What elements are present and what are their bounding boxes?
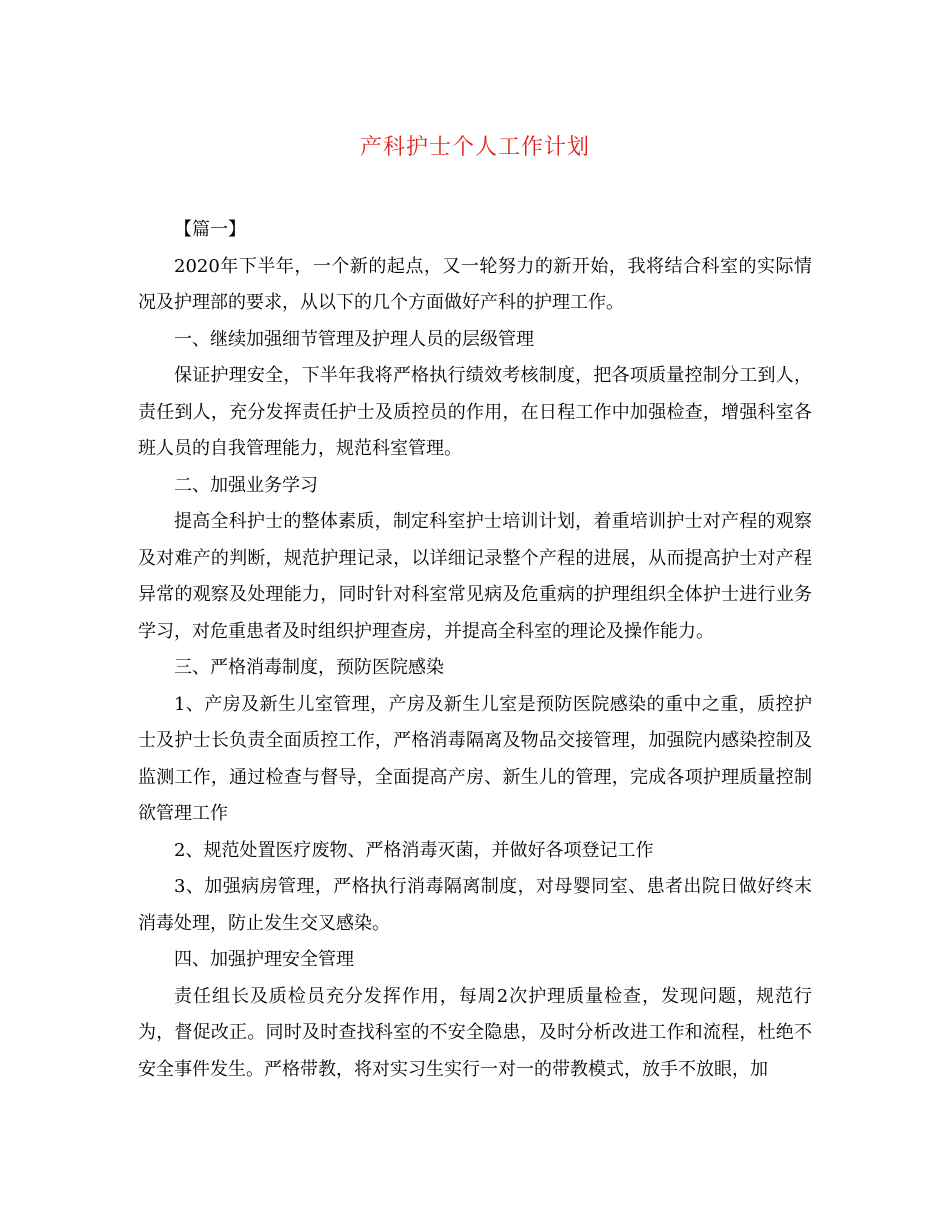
body-paragraph: 提高全科护士的整体素质，制定科室护士培训计划，着重培训护士对产程的观察及对难产的判断，规范护理记录，以详细记录整个产程的进展，从而提高护士对产程异常的观察及处理能力，同时针对科室常见病及危重病的护理组织全体护士进行业务学习，对危重患者及时组织护理查房，并提高全科室的理论及操作能力。 (138, 511, 812, 642)
heading-4: 四、加强护理安全管理 (174, 949, 354, 970)
section-label: 【篇一】 (174, 219, 246, 240)
document-body (138, 212, 812, 1088)
list-item: 3、加强病房管理，严格执行消毒隔离制度，对母婴同室、患者出院日做好终末消毒处理，防止发生交叉感染。 (138, 876, 812, 934)
heading-2: 二、加强业务学习 (174, 474, 318, 496)
list-item: 2、规范处置医疗废物、严格消毒灭菌，并做好各项登记工作 (174, 839, 654, 861)
intro-paragraph: 2020年下半年，一个新的起点，又一轮努力的新开始，我将结合科室的实际情况及护理部的要求，从以下的几个方面做好产科的护理工作。 (138, 255, 812, 313)
body-paragraph: 保证护理安全，下半年我将严格执行绩效考核制度，把各项质量控制分工到人，责任到人，充分发挥责任护士及质控员的作用，在日程工作中加强检查，增强科室各班人员的自我管理能力，规范科室管理。 (138, 365, 812, 459)
heading-1: 一、继续加强细节管理及护理人员的层级管理 (174, 328, 534, 350)
list-item: 1、产房及新生儿室管理，产房及新生儿室是预防医院感染的重中之重，质控护士及护士长负责全面质控工作，严格消毒隔离及物品交接管理，加强院内感染控制及监测工作，通过检查与督导，全面提高产房、新生儿的管理，完成各项护理质量控制欲管理工作 (138, 693, 812, 824)
body-paragraph: 责任组长及质检员充分发挥作用，每周2次护理质量检查，发现问题，规范行为，督促改正。同时及时查找科室的不安全隐患，及时分析改进工作和流程，杜绝不安全事件发生。严格带教，将对实习生实行一对一的带教模式，放手不放眼，加 (138, 985, 812, 1080)
heading-3: 三、严格消毒制度，预防医院感染 (174, 657, 444, 678)
document-title: 产科护士个人工作计划 (359, 135, 590, 160)
